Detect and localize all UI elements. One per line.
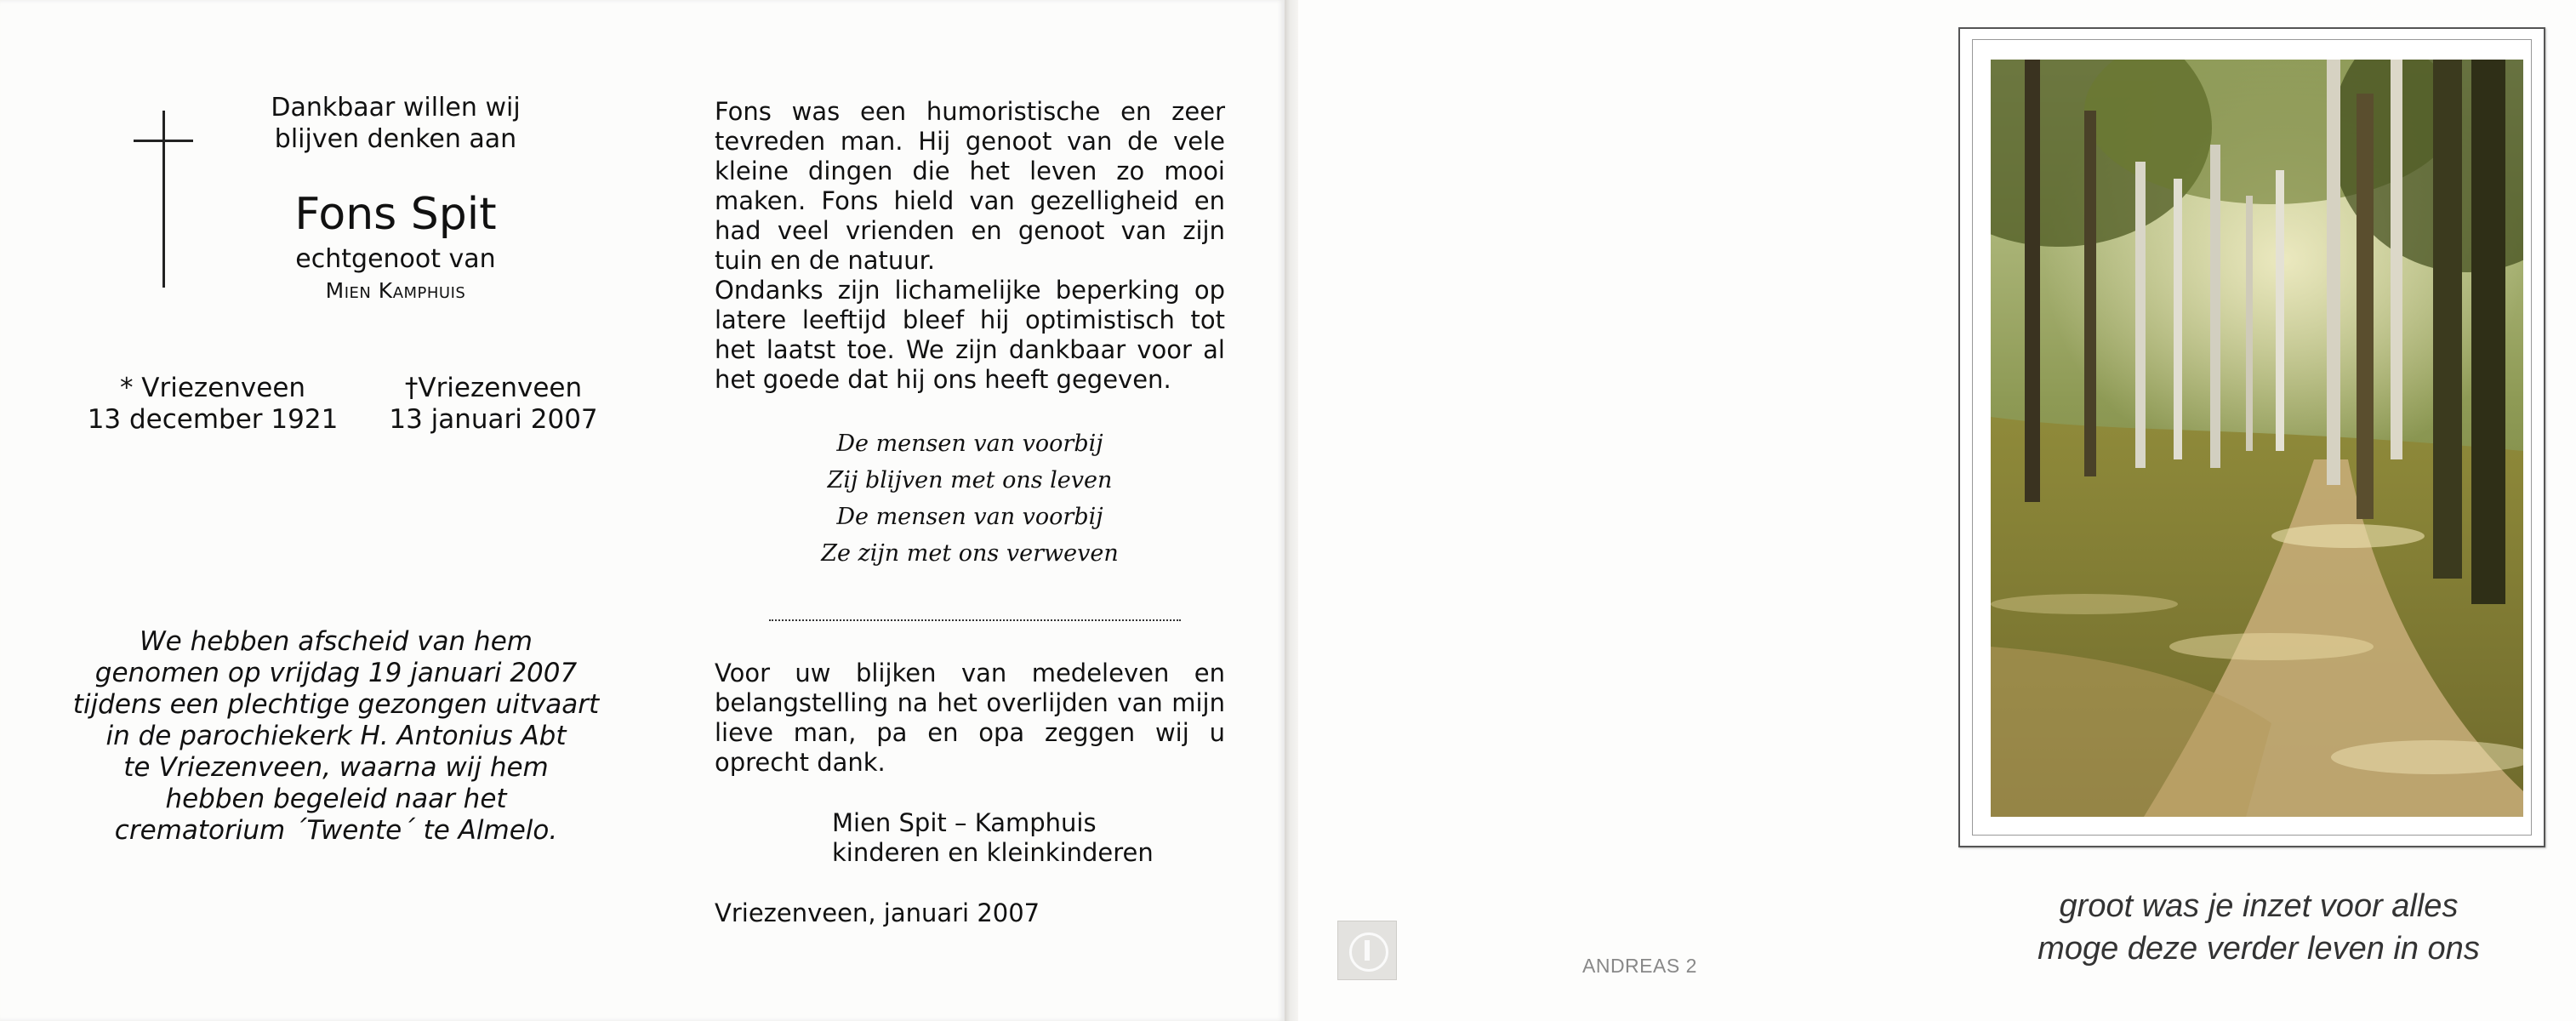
publisher-logo-icon	[1337, 921, 1397, 980]
story-paragraph: Ondanks zijn lichamelijke beperking op latere leeftijd bleef hij optimistisch tot het laatst toe. We zijn dankbaar voor al het goede dat hij ons heeft gegeven.	[715, 276, 1225, 394]
intro-line: blijven denken aan	[274, 124, 517, 154]
cross-icon-bar	[134, 140, 193, 142]
farewell-line: crematorium ´Twente´ te Almelo.	[114, 815, 558, 846]
spouse-label: echtgenoot van	[295, 244, 496, 274]
death-date: 13 januari 2007	[389, 404, 598, 435]
birth-place: * Vriezenveen	[119, 373, 306, 403]
signature-line: Mien Spit – Kamphuis	[832, 808, 1097, 837]
birth-date: 13 december 1921	[87, 404, 339, 435]
farewell-line: tijdens een plechtige gezongen uitvaart	[72, 689, 600, 720]
signature-line: kinderen en kleinkinderen	[832, 838, 1154, 867]
poem-line: Zij blijven met ons leven	[827, 467, 1113, 493]
thanks-text: Voor uw blijken van medeleven en belangstelling na het overlijden van mijn lieve man, pa en opa zeggen wij u oprecht dank.	[715, 659, 1225, 777]
death-place: †Vriezenveen	[404, 373, 583, 403]
signature	[832, 808, 1223, 868]
spouse-name: Mien Kamphuis	[325, 278, 466, 303]
forest-path-photo	[1991, 60, 2523, 817]
cross-icon	[162, 111, 165, 288]
farewell-line: genomen op vrijdag 19 januari 2007	[94, 658, 578, 688]
story-paragraph: Fons was een humoristische en zeer tevreden man. Hij genoot van de vele kleine dingen die het leven zo mooi maken. Fons hield van gezelligheid en had veel vrienden en genoot van zijn tuin en de natuur.	[715, 97, 1225, 275]
logo-candle	[1365, 940, 1370, 961]
poem-line: Ze zijn met ons verweven	[821, 540, 1119, 567]
farewell-line: in de parochiekerk H. Antonius Abt	[105, 721, 567, 751]
farewell-line: te Vriezenveen, waarna wij hem	[123, 752, 549, 783]
poem	[715, 425, 1225, 572]
place-date: Vriezenveen, januari 2007	[715, 898, 1040, 927]
deceased-name: Fons Spit	[294, 189, 497, 240]
poem-line: De mensen van voorbij	[836, 431, 1103, 457]
dotted-divider	[769, 619, 1181, 621]
closing-line: moge deze verder leven in ons	[2037, 931, 2480, 967]
closing-line: groot was je inzet voor alles	[2059, 888, 2459, 924]
intro-text	[221, 92, 570, 155]
birth-info	[68, 373, 357, 436]
poem-line: De mensen van voorbij	[836, 504, 1103, 530]
death-info	[357, 373, 630, 436]
life-story	[715, 97, 1225, 395]
series-code: ANDREAS 2	[1582, 955, 1697, 977]
card-fold	[1285, 0, 1298, 1021]
farewell-text	[51, 626, 621, 847]
intro-line: Dankbaar willen wij	[271, 93, 521, 123]
cover-closing-text	[1957, 885, 2561, 970]
farewell-line: hebben begeleid naar het	[165, 784, 507, 814]
farewell-line: We hebben afscheid van hem	[140, 626, 533, 657]
